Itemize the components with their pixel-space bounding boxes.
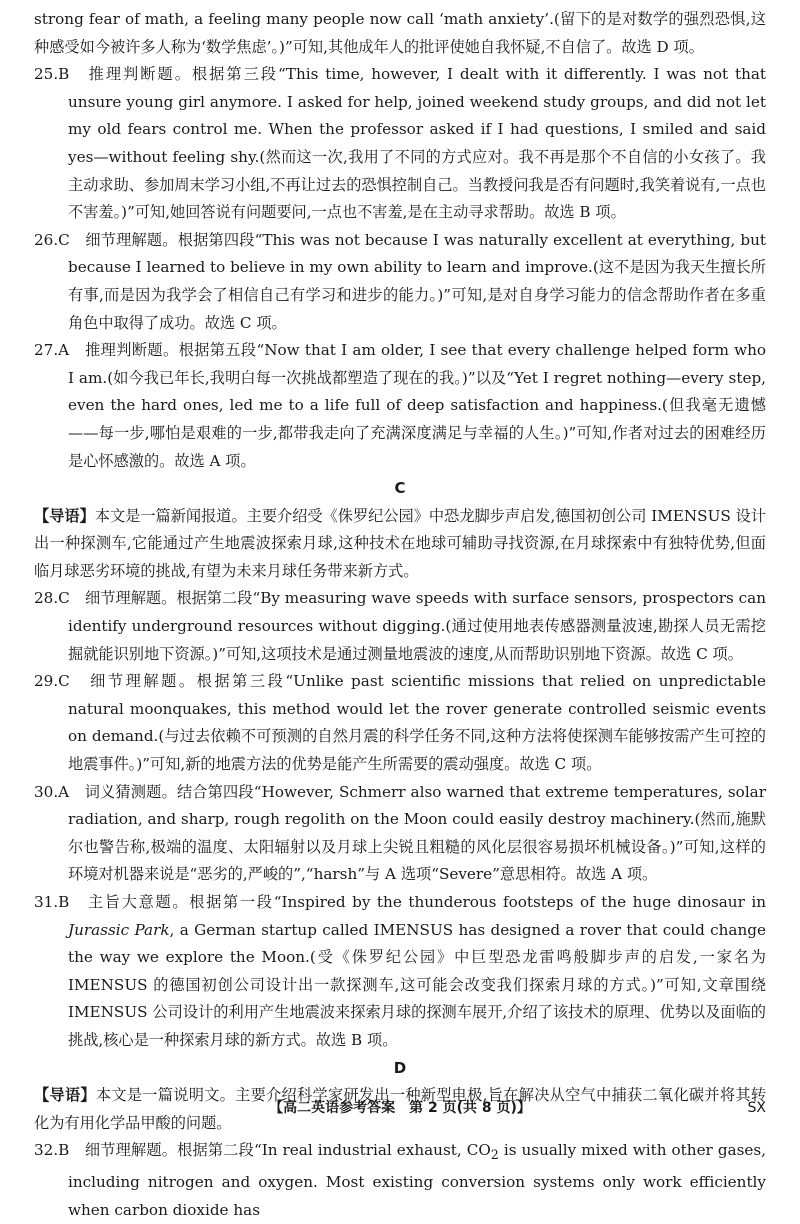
questions-section-b	[34, 61, 766, 475]
footer-page-info: 【高二英语参考答案 第 2 页(共 8 页)】	[269, 1100, 531, 1116]
footer-code: SX	[747, 1100, 766, 1116]
question-32: 32.B 细节理解题。根据第二段“In real industrial exhaust, $CO_2$ is usually mixed with other gases, including nitrogen and oxygen. Most existing conversion systems only work efficiently when carbon dioxide has	[34, 1141, 767, 1219]
page-footer	[34, 1098, 766, 1118]
question-31: 31.B 主旨大意题。根据第一段“Inspired by the thunderous footsteps of the huge dinosaur in Jurassic Park, a German startup called IMENSUS has designed a rover that could change the way we explore the Moon.(受《侏罗纪公园》中巨型恐龙雷鸣般脚步声的启发,一家名为 IMENSUS 的德国初创公司设计出一款探测车,这可能会改变我们探索月球的方式。)”可知,文章围绕 IMENSUS 公司设计的利用产生地震波来探索月球的探测车展开,介绍了该技术的原理、优势以及面临的挑战,核心是一种探索月球的新方式。故选 B 项。	[34, 893, 766, 1049]
question-30: 30.A 词义猜测题。结合第四段“However, Schmerr also warned that extreme temperatures, solar radiation, and sharp, rough regolith on the Moon could easily destroy machinery.(然而,施默尔也警告称,极端的温度、太阳辐射以及月球上尖锐且粗糙的风化层很容易损坏机械设备。)”可知,这样的环境对机器来说是“恶劣的,严峻的”,“harsh”与 A 选项“Severe”意思相符。故选 A 项。	[34, 782, 766, 884]
question-29: 29.C 细节理解题。根据第三段“Unlike past scientific missions that relied on unpredictable natural moonquakes, this method would let the rover generate controlled seismic events on demand.(与过去依赖不可预测的自然月震的科学任务不同,这种方法将使探测车能够按需产生可控的地震事件。)”可知,新的地震方法的优势是能产生所需要的震动强度。故选 C 项。	[34, 672, 767, 774]
film-title: Jurassic Park	[68, 920, 170, 939]
section-heading-d: D	[393, 1058, 407, 1077]
subscript-2: 2	[490, 1147, 499, 1163]
guide-c: 【导语】本文是一篇新闻报道。主要介绍受《侏罗纪公园》中恐龙脚步声启发,德国初创公司 IMENSUS 设计出一种探测车,它能通过产生地震波探索月球,这种技术在地球可辅助寻找资源,在月球探索中有独特优势,但面临月球恶劣环境的挑战,有望为未来月球任务带来新方式。	[34, 506, 766, 580]
section-heading-c: C	[394, 479, 406, 498]
question-25: 25.B 推理判断题。根据第三段“This time, however, I dealt with it differently. I was not that unsure young girl anymore. I asked for help, joined weekend study groups, and did not let my old fears control me. When the professor asked if I had questions, I smiled and said yes—without feeling shy.(然而这一次,我用了不同的方式应对。我不再是那个不自信的小女孩了。我主动求助、参加周末学习小组,不再让过去的恐惧控制自己。当教授问我是否有问题时,我笑着说有,一点也不害羞。)”可知,她回答说有问题要问,一点也不害羞,是在主动寻求帮助。故选 B 项。	[34, 65, 767, 222]
question-26: 26.C 细节理解题。根据第四段“This was not because I was naturally excellent at everything, but because I learned to believe in my own ability to learn and improve.(这不是因为我天生擅长所有事,而是因为我学会了相信自己有学习和进步的能力。)”可知,是对自身学习能力的信念帮助作者在多重角色中取得了成功。故选 C 项。	[34, 230, 766, 332]
lead-paragraph: strong fear of math, a feeling many people now call ‘math anxiety’.(留下的是对数学的强烈恐惧,这种感受如今被许多人称为‘数学焦虑’。)”可知,其他成年人的批评使她自我怀疑,不自信了。故选 D 项。	[34, 10, 766, 56]
question-28: 28.C 细节理解题。根据第二段“By measuring wave speeds with surface sensors, prospectors can identify underground resources without digging.(通过使用地表传感器测量波速,勘探人员无需挖掘就能识别地下资源。)”可知,这项技术是通过测量地震波的速度,从而帮助识别地下资源。故选 C 项。	[34, 589, 766, 663]
question-27: 27.A 推理判断题。根据第五段“Now that I am older, I see that every challenge helped form who I am.(如今我已年长,我明白每一次挑战都塑造了现在的我。)”以及“Yet I regret nothing—every step, even the hard ones, led me to a life full of deep satisfaction and happiness.(但我毫无遗憾——每一步,哪怕是艰难的一步,都带我走向了充满深度满足与幸福的人生。)”可知,作者对过去的困难经历是心怀感激的。故选 A 项。	[34, 341, 767, 470]
guide-d: 【导语】本文是一篇说明文。主要介绍科学家研发出一种新型电极,旨在解决从空气中捕获二氧化碳并将其转化为有用化学品甲酸的问题。	[34, 1086, 767, 1132]
